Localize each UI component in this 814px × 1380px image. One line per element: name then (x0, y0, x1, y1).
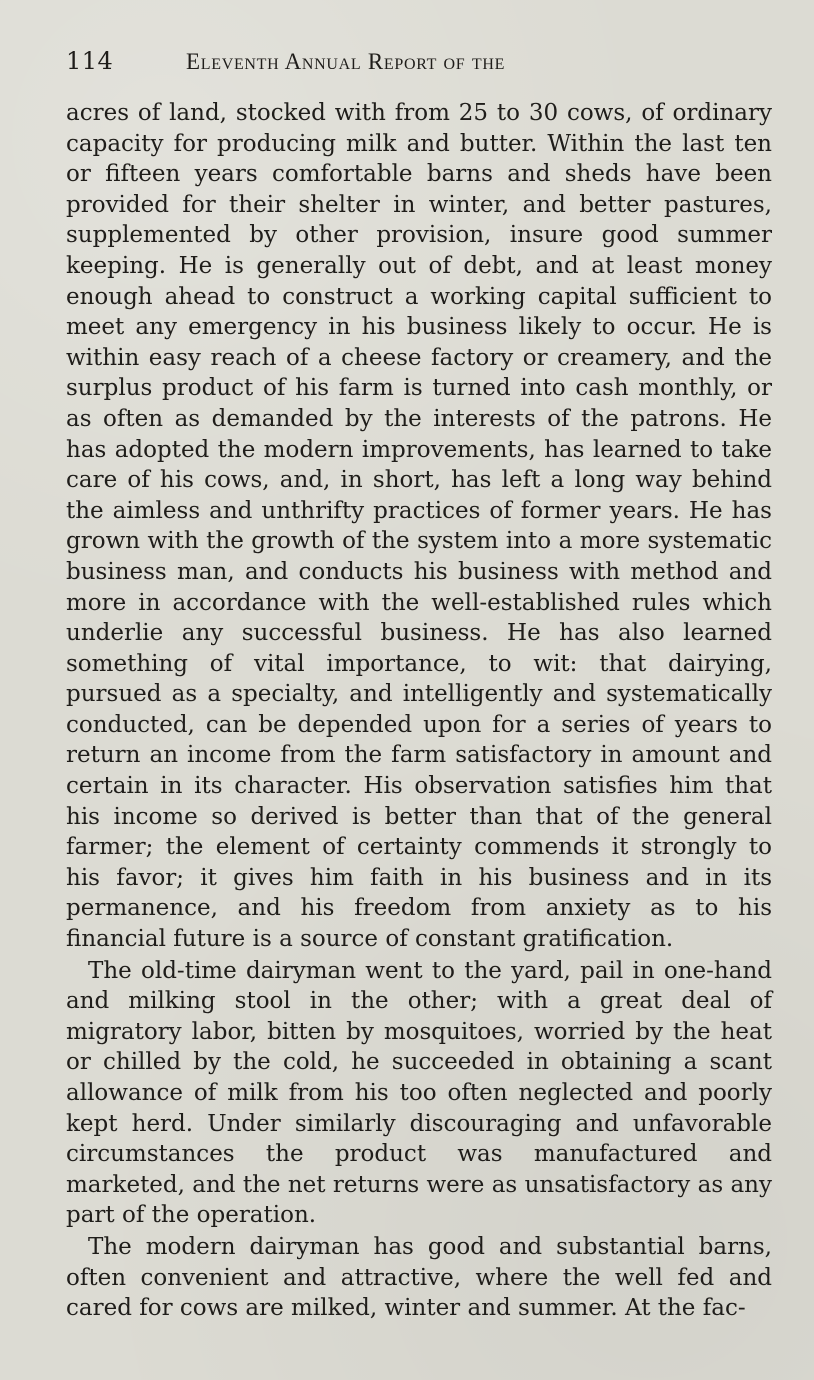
paragraph-1: acres of land, stocked with from 25 to 30 cows, of ordinary capacity for producing milk and butter. Within the last ten or fifteen years comfortable barns and sheds have been provided for their shelter in winter, and better pastures, supplemented by other provision, insure good summer keeping. He is generally out of debt, and at least money enough ahead to construct a working capital sufficient to meet any emergency in his business likely to occur. He is within easy reach of a cheese factory or creamery, and the surplus product of his farm is turned into cash monthly, or as often as demanded by the interests of the patrons. He has adopted the modern improvements, has learned to take care of his cows, and, in short, has left a long way behind the aimless and unthrifty practices of former years. He has grown with the growth of the system into a more systematic business man, and conducts his business with method and more in accordance with the well-established rules which underlie any successful business. He has also learned something of vital importance, to wit: that dairying, pursued as a specialty, and intelligently and systematically conducted, can be depended upon for a series of years to return an income from the farm satisfactory in amount and certain in its character. His observation satisfies him that his income so derived is better than that of the general farmer; the element of certainty commends it strongly to his favor; it gives him faith in his business and in its permanence, and his freedom from anxiety as to his financial future is a source of constant gratification. (66, 100, 772, 953)
page-number: 114 (66, 47, 114, 75)
paragraph-3: The modern dairyman has good and substantial barns, often convenient and attractive, where the well fed and cared for cows are milked, winter and summer. At the fac- (66, 1233, 772, 1322)
body-text (66, 98, 772, 1324)
paragraph-2: The old-time dairyman went to the yard, pail in one-hand and milking stool in the other; with a great deal of migratory labor, bitten by mosquitoes, worried by the heat or chilled by the cold, he succeeded in obtaining a scant allowance of milk from his too often neglected and poorly kept herd. Under similarly discouraging and unfavorable circumstances the product was manufactured and marketed, and the net returns were as unsatisfactory as any part of the operation. (66, 957, 772, 1229)
running-header (66, 38, 768, 84)
running-title: Eleventh Annual Report of the (186, 49, 506, 74)
